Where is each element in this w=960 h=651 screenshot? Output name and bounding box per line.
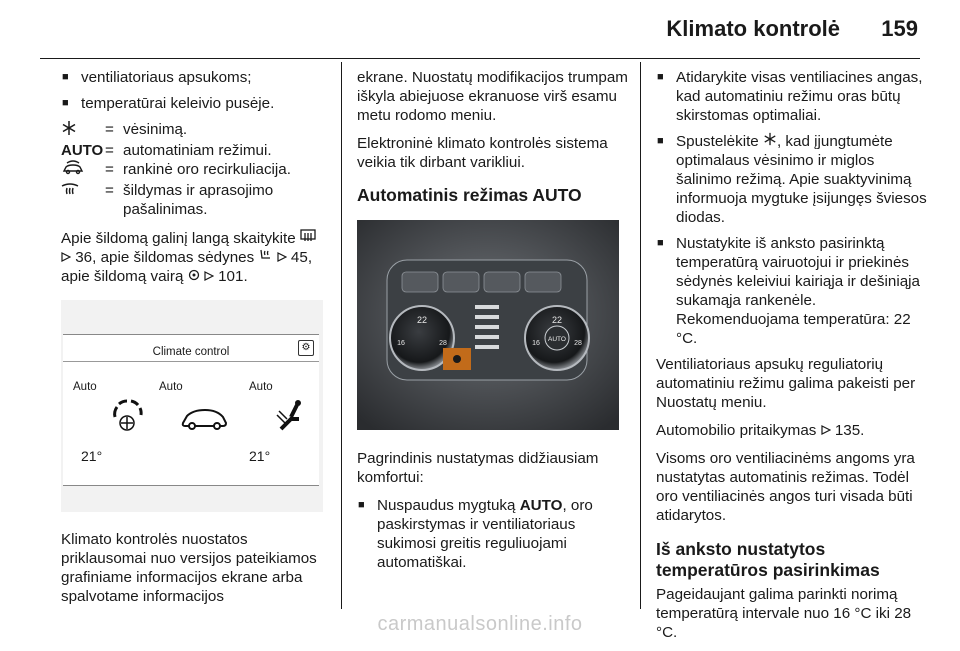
right-dial-min: 16: [532, 340, 540, 347]
climate-control-screen: [63, 334, 319, 486]
paragraph: Ventiliatoriaus apsukų reguliatorių automatiniu režimu galima pakeisti per Nuostatų meniu.: [656, 356, 916, 411]
screen-auto-seat: Auto: [249, 381, 273, 393]
column-divider-1: [341, 62, 342, 609]
snowflake-icon: [61, 120, 77, 136]
windscreen-defrost-icon: [61, 181, 79, 197]
definition-row: [61, 181, 331, 219]
figure-caption: Klimato kontrolės nuostatos priklausomai nuo versijos pateikiamos grafiniame informacijos ekrane arba spalvotame informacijos: [61, 531, 317, 605]
definition-row: [61, 141, 331, 160]
bullet-item: ■ ventiliatoriaus apsukoms;: [61, 68, 331, 87]
definition-row: [61, 160, 331, 181]
definition-text: šildymas ir aprasojimo pašalinimas.: [123, 182, 274, 218]
bullet-item: ■ Spustelėkite , kad įjungtumėte optimalaus vėsinimo ir miglos šalinimo režimą. Apie suaktyvinimą informuoja mygtuke įsijungęs šviesos diodas.: [656, 132, 928, 227]
left-dial-max: 28: [439, 340, 447, 347]
watermark: carmanualsonline.info: [377, 613, 583, 635]
right-dial-max: 28: [574, 340, 582, 347]
definition-row: [61, 120, 331, 141]
screen-temp-driver: 21°: [81, 448, 103, 464]
definition-text: vėsinimą.: [123, 121, 188, 138]
screen-auto-fan: Auto: [73, 381, 97, 393]
screen-temp-passenger: 21°: [249, 448, 271, 464]
screen-title-rule: [63, 361, 319, 362]
bullet-item: ■ Atidarykite visas ventiliacines angas, kad automatiniu režimu oras būtų skirstomas optimaliai.: [656, 68, 928, 125]
page-number: 159: [881, 16, 918, 41]
left-dial-min: 16: [397, 340, 405, 347]
screen-title: Climate control: [152, 346, 230, 358]
section-heading: Automatinis režimas AUTO: [357, 185, 582, 205]
paragraph: ekrane. Nuostatų modifikacijos trumpam iškyla abiejuose ekranuose virš esamu metu rodomo meniu.: [357, 69, 628, 124]
header-rule: [40, 58, 920, 59]
column-divider-2: [640, 62, 641, 609]
heated-steering-wheel-icon: [188, 269, 200, 281]
snowflake-icon: [763, 132, 777, 146]
climate-control-screen-figure: [61, 300, 323, 512]
fan-speed-icon: [107, 395, 147, 435]
column-1: [61, 68, 331, 615]
equals-sign: =: [105, 121, 114, 138]
ref-arrow-icon[interactable]: [277, 252, 287, 262]
column-3: [656, 68, 928, 651]
column-2: [357, 68, 629, 579]
bullet-item: ■ temperatūrai keleivio pusėje.: [61, 94, 331, 113]
page-header-title: Klimato kontrolė: [666, 16, 840, 41]
ref-arrow-icon[interactable]: [61, 252, 71, 262]
definition-text: automatiniam režimui.: [123, 142, 272, 159]
seat-airflow-icon: [273, 399, 303, 433]
rear-window-heat-icon: [300, 229, 316, 243]
paragraph: Pageidaujant galima parinkti norimą temperatūrą intervale nuo 16 °C iki 28 °C.: [656, 586, 912, 641]
paragraph: Pagrindinis nustatymas didžiausiam komfortui:: [357, 450, 599, 486]
auto-symbol: AUTO: [61, 142, 104, 159]
climate-panel-photo: [357, 220, 619, 430]
heated-seat-icon: [258, 248, 272, 262]
recirculation-car-icon: [61, 160, 85, 176]
screen-settings-icon: ⚙: [298, 340, 314, 356]
ref-arrow-icon[interactable]: [821, 425, 831, 435]
auto-button-label: AUTO: [548, 336, 566, 343]
paragraph: Automobilio pritaikymas 135.: [656, 422, 865, 439]
ref-arrow-icon[interactable]: [204, 271, 214, 281]
car-airflow-icon: [179, 405, 229, 433]
screen-auto-distribution: Auto: [159, 381, 183, 393]
reference-paragraph: Apie šildomą galinį langą skaitykite 36, apie šildomas sėdynes 45, apie šildomą vairą 101.: [61, 229, 331, 286]
bullet-item: ■ Nuspaudus mygtuką AUTO, oro paskirstymas ir ventiliatoriaus sukimosi greitis reguliuojami automatiškai.: [357, 496, 629, 572]
paragraph: Visoms oro ventiliacinėms angoms yra nustatytas automatinis režimas. Todėl oro ventiliacinės angos turi visada būti atidarytos.: [656, 450, 915, 524]
equals-sign: =: [105, 161, 114, 178]
paragraph: Elektroninė klimato kontrolės sistema veikia tik dirbant varikliui.: [357, 135, 608, 171]
auto-keyword: AUTO: [519, 497, 563, 514]
equals-sign: =: [105, 142, 114, 159]
left-dial-value: 22: [416, 315, 428, 325]
bullet-item: ■ Nustatykite iš anksto pasirinktą temperatūrą vairuotojui ir priekinės sėdynės keleiviui kairiąja ir dešiniąja sukamąja rankenėle. Rekomenduojama temperatūra: 22 °C.: [656, 234, 928, 348]
right-dial-value: 22: [551, 315, 563, 325]
definition-text: rankinė oro recirkuliacija.: [123, 161, 291, 178]
equals-sign: =: [105, 182, 114, 199]
section-heading: Iš anksto nustatytos temperatūros pasirinkimas: [656, 539, 880, 580]
symbol-definitions: [61, 120, 331, 219]
